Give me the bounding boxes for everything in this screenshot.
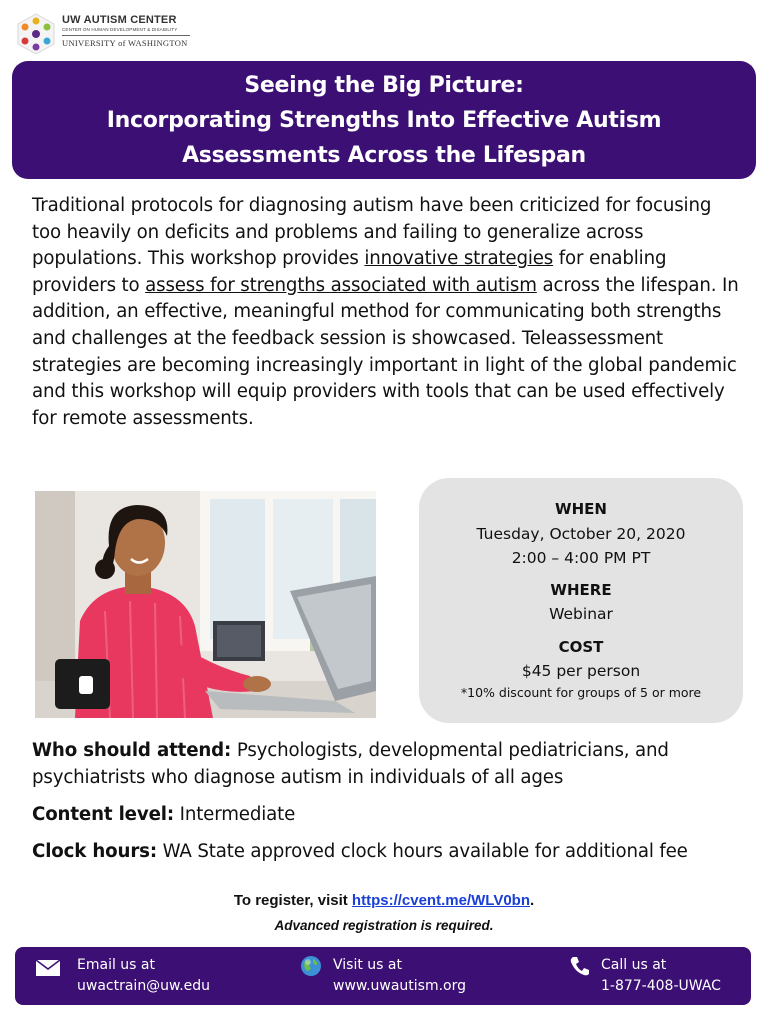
event-location: Webinar <box>549 605 613 623</box>
website-url[interactable]: www.uwautism.org <box>333 978 467 994</box>
group-discount-note: *10% discount for groups of 5 or more <box>460 685 702 700</box>
logo-divider <box>62 35 190 36</box>
clock-hours <box>32 838 752 865</box>
intro-text-3: across the lifespan. In addition, an effective, meaningful method for communicating both strengths and challenges at the feedback session is showcased. Teleassessment strategies are becoming increasingly important in light of the global pandemic and this workshop will equip providers with tools that can be used effectively for remote assessments. <box>32 274 739 429</box>
clock-hours-value: WA State approved clock hours available for additional fee <box>156 841 688 862</box>
when-label: WHEN <box>555 500 607 518</box>
email-contact <box>77 955 210 997</box>
event-time: 2:00 – 4:00 PM PT <box>511 549 651 567</box>
contact-footer <box>15 947 751 1005</box>
event-info-box <box>419 478 743 723</box>
globe-icon <box>300 955 322 977</box>
register-prefix: To register, visit <box>233 892 352 909</box>
cost-label: COST <box>558 638 604 656</box>
registration-link[interactable]: https://cvent.me/WLV0bn <box>351 892 530 909</box>
uw-autism-center-logo <box>14 10 188 56</box>
envelope-icon <box>35 959 61 977</box>
clock-hours-label: Clock hours: <box>32 841 157 862</box>
intro-text-1: Traditional protocols for diagnosing autism have been criticized for focusing too heavily on deficits and problems and failing to generalize across populations. This workshop provides <box>32 195 712 270</box>
where-label: WHERE <box>550 581 612 599</box>
web-label: Visit us at <box>333 957 402 973</box>
register-line <box>0 892 768 909</box>
event-price: $45 per person <box>521 662 641 680</box>
phone-contact <box>601 955 721 997</box>
advanced-registration-note: Advanced registration is required. <box>274 918 494 933</box>
phone-icon <box>569 955 591 977</box>
content-level <box>32 801 752 828</box>
event-date: Tuesday, October 20, 2020 <box>476 525 686 543</box>
assess-strengths-text: assess for strengths associated with autism <box>145 274 537 296</box>
who-should-attend-value: Psychologists, developmental pediatricians, and psychiatrists who diagnose autism in individuals of all ages <box>32 740 669 788</box>
logo-subtitle: CENTER ON HUMAN DEVELOPMENT & DISABILITY <box>62 27 178 32</box>
event-details <box>32 737 752 865</box>
content-level-label: Content level: <box>32 804 174 825</box>
logo-university: UNIVERSITY of WASHINGTON <box>62 38 188 48</box>
intro-paragraph <box>32 193 742 432</box>
title-banner <box>12 61 756 179</box>
uw-autism-logo-icon <box>14 12 58 56</box>
web-contact <box>333 955 466 997</box>
phone-number[interactable]: 1-877-408-UWAC <box>601 978 721 994</box>
intro-text-2: for enabling providers to <box>32 248 667 296</box>
email-address[interactable]: uwactrain@uw.edu <box>77 978 211 994</box>
title-line-2: Incorporating Strengths Into Effective Autism <box>106 107 662 133</box>
logo-name: UW AUTISM CENTER <box>62 14 177 26</box>
title-line-3: Assessments Across the Lifespan <box>182 142 586 168</box>
woman-at-laptop-photo <box>35 491 376 718</box>
title-line-1: Seeing the Big Picture: <box>244 72 524 98</box>
register-suffix: . <box>530 892 535 909</box>
innovative-strategies-text: innovative strategies <box>364 248 554 270</box>
who-should-attend-label: Who should attend: <box>32 740 232 761</box>
content-level-value: Intermediate <box>173 804 296 825</box>
who-should-attend <box>32 737 752 791</box>
phone-label: Call us at <box>601 957 667 973</box>
email-label: Email us at <box>77 957 155 973</box>
